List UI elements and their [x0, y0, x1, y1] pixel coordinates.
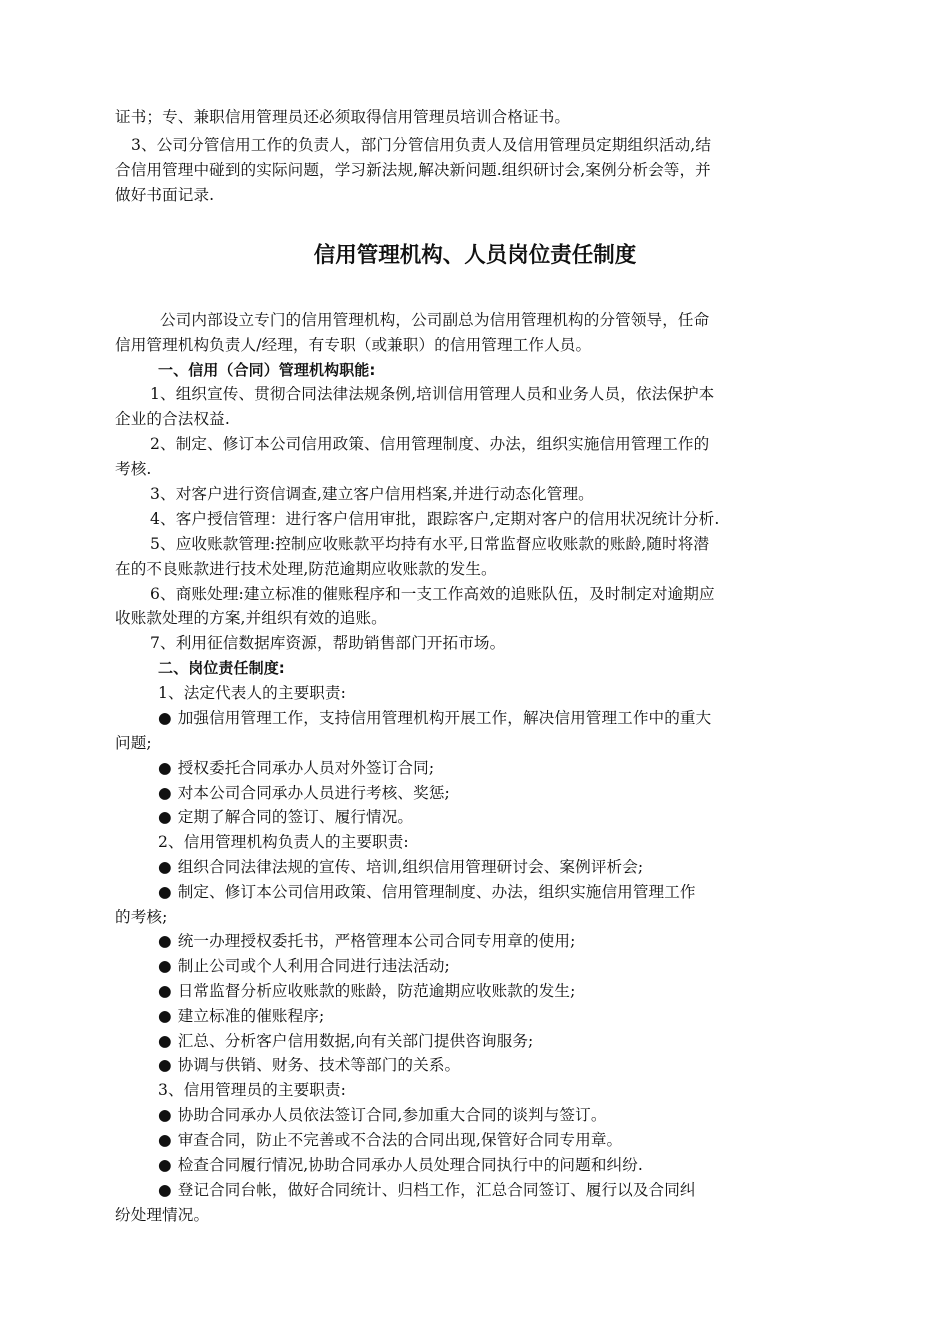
bullet-text: 汇总、分析客户信用数据,向有关部门提供咨询服务;: [177, 1032, 534, 1050]
bullet-icon: ●: [158, 759, 172, 777]
bullet-icon: ●: [158, 808, 172, 826]
bullet-icon: ●: [158, 1056, 172, 1074]
bullet-icon: ●: [158, 1156, 172, 1174]
bullet-item: [158, 1029, 533, 1053]
bullet-icon: ●: [158, 858, 172, 876]
subsection-heading: 2、信用管理机构负责人的主要职责:: [158, 833, 409, 851]
bullet-text: 登记合同台帐，做好合同统计、归档工作，汇总合同签订、履行以及合同纠: [177, 1181, 696, 1199]
bullet-icon: ●: [158, 1181, 172, 1199]
bullet-icon: ●: [158, 784, 172, 802]
bullet-item: [158, 880, 696, 904]
paragraph-line: 公司内部设立专门的信用管理机构，公司副总为信用管理机构的分管领导，任命: [160, 311, 710, 329]
bullet-item: [158, 1053, 460, 1077]
bullet-icon: ●: [158, 1007, 172, 1025]
bullet-item: [158, 756, 434, 780]
subsection-heading: 3、信用管理员的主要职责:: [158, 1081, 347, 1099]
bullet-item: [158, 979, 575, 1003]
bullet-icon: ●: [158, 1032, 172, 1050]
list-item: 2、制定、修订本公司信用政策、信用管理制度、办法，组织实施信用管理工作的: [150, 435, 710, 453]
bullet-item: [158, 1153, 643, 1177]
bullet-text: 制止公司或个人利用合同进行违法活动;: [177, 957, 450, 975]
list-item: 1、组织宣传、贯彻合同法律法规条例,培训信用管理人员和业务人员，依法保护本: [150, 385, 715, 403]
bullet-item: [158, 855, 643, 879]
bullet-icon: ●: [158, 709, 172, 727]
bullet-item: [158, 706, 711, 730]
bullet-text: 日常监督分析应收账款的账龄，防范逾期应收账款的发生;: [177, 982, 576, 1000]
bullet-icon: ●: [158, 957, 172, 975]
paragraph-line: 3、公司分管信用工作的负责人，部门分管信用负责人及信用管理员定期组织活动,结: [131, 136, 712, 154]
bullet-continuation: 问题;: [115, 734, 152, 752]
list-item: 5、应收账款管理:控制应收账款平均持有水平,日常监督应收账款的账龄,随时将潜: [150, 535, 710, 553]
bullet-item: [158, 954, 450, 978]
bullet-item: [158, 1178, 696, 1202]
bullet-text: 审查合同，防止不完善或不合法的合同出现,保管好合同专用章。: [177, 1131, 623, 1149]
bullet-text: 对本公司合同承办人员进行考核、奖惩;: [177, 784, 450, 802]
bullet-text: 组织合同法律法规的宣传、培训,组织信用管理研讨会、案例评析会;: [177, 858, 644, 876]
paragraph-line: 证书；专、兼职信用管理员还必须取得信用管理员培训合格证书。: [115, 108, 571, 126]
list-item-continuation: 考核.: [115, 460, 152, 478]
bullet-icon: ●: [158, 883, 172, 901]
bullet-item: [158, 1103, 607, 1127]
section-heading: 二、岗位责任制度:: [158, 659, 285, 677]
bullet-item: [158, 1128, 622, 1152]
bullet-text: 统一办理授权委托书，严格管理本公司合同专用章的使用;: [177, 932, 576, 950]
bullet-item: [158, 1004, 324, 1028]
bullet-text: 加强信用管理工作，支持信用管理机构开展工作，解决信用管理工作中的重大: [177, 709, 712, 727]
bullet-continuation: 纷处理情况。: [115, 1206, 210, 1224]
bullet-item: [158, 781, 450, 805]
paragraph-line: 合信用管理中碰到的实际问题，学习新法规,解决新问题.组织研讨会,案例分析会等，并: [115, 161, 711, 179]
list-item-continuation: 收账款处理的方案,并组织有效的追账。: [115, 609, 387, 627]
bullet-item: [158, 929, 575, 953]
bullet-text: 协调与供销、财务、技术等部门的关系。: [177, 1056, 461, 1074]
bullet-text: 协助合同承办人员依法签订合同,参加重大合同的谈判与签订。: [177, 1106, 607, 1124]
section-heading: 一、信用（合同）管理机构职能:: [158, 361, 376, 379]
bullet-icon: ●: [158, 932, 172, 950]
page-title: 信用管理机构、人员岗位责任制度: [313, 243, 637, 268]
list-item: 6、商账处理:建立标准的催账程序和一支工作高效的追账队伍，及时制定对逾期应: [150, 585, 715, 603]
list-item-continuation: 在的不良账款进行技术处理,防范逾期应收账款的发生。: [115, 560, 497, 578]
bullet-text: 检查合同履行情况,协助合同承办人员处理合同执行中的问题和纠纷.: [177, 1156, 643, 1174]
list-item-continuation: 企业的合法权益.: [115, 410, 230, 428]
bullet-icon: ●: [158, 1131, 172, 1149]
bullet-icon: ●: [158, 982, 172, 1000]
bullet-icon: ●: [158, 1106, 172, 1124]
bullet-text: 授权委托合同承办人员对外签订合同;: [177, 759, 435, 777]
paragraph-line: 信用管理机构负责人/经理，有专职（或兼职）的信用管理工作人员。: [115, 336, 592, 354]
bullet-text: 建立标准的催账程序;: [177, 1007, 325, 1025]
list-item: 4、客户授信管理：进行客户信用审批，跟踪客户,定期对客户的信用状况统计分析.: [150, 510, 720, 528]
bullet-text: 制定、修订本公司信用政策、信用管理制度、办法，组织实施信用管理工作: [177, 883, 696, 901]
paragraph-line: 做好书面记录.: [115, 186, 215, 204]
bullet-item: [158, 805, 413, 829]
list-item: 3、对客户进行资信调查,建立客户信用档案,并进行动态化管理。: [150, 485, 594, 503]
subsection-heading: 1、法定代表人的主要职责:: [158, 684, 347, 702]
bullet-continuation: 的考核;: [115, 908, 168, 926]
list-item: 7、利用征信数据库资源，帮助销售部门开拓市场。: [150, 634, 506, 652]
bullet-text: 定期了解合同的签订、履行情况。: [177, 808, 414, 826]
